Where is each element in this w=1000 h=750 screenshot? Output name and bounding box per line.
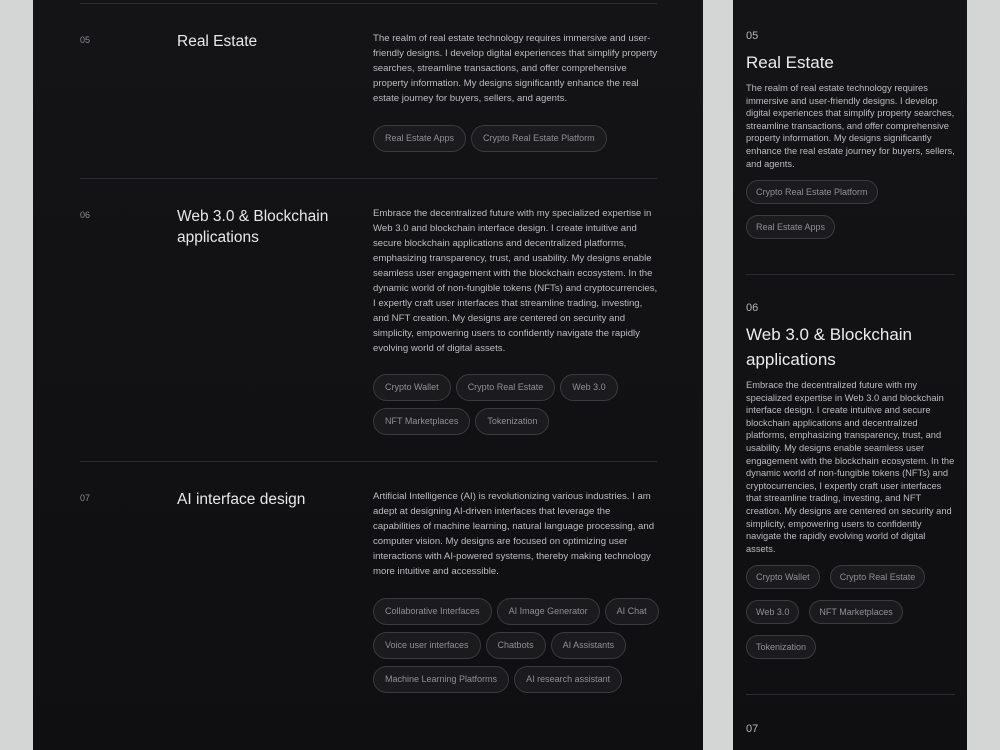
mobile-services-panel xyxy=(733,0,967,750)
section-divider xyxy=(746,274,955,275)
section-divider xyxy=(746,694,955,695)
section-number: 05 xyxy=(746,30,759,42)
tag-chip[interactable]: Crypto Wallet xyxy=(373,374,451,401)
tag-chip[interactable]: Crypto Real Estate xyxy=(456,374,556,401)
tag-list xyxy=(746,180,955,239)
section-description: The realm of real estate technology requires immersive and user-friendly designs. I develop digital experiences that simplify property searches, streamline transactions, and offer comprehensive property information. My designs significantly enhance the real estate journey for buyers, sellers, and agents. xyxy=(746,83,955,169)
tag-chip[interactable]: AI Image Generator xyxy=(497,598,600,625)
tag-chip[interactable]: Machine Learning Platforms xyxy=(373,666,509,693)
tag-chip[interactable]: AI research assistant xyxy=(514,666,622,693)
tag-chip[interactable]: Tokenization xyxy=(746,635,816,659)
tag-list xyxy=(373,374,663,435)
section-description: Embrace the decentralized future with my specialized expertise in Web 3.0 and blockchain interface design. I create intuitive and secure blockchain applications and decentralized platforms, emphasizing transparency, trust, and usability. My designs enable seamless user engagement with the blockchain ecosystem. In the dynamic world of non-fungible tokens (NFTs) and cryptocurrencies, I expertly craft user interfaces that streamline trading, investing, and NFT creation. My designs are centered on security and simplicity, empowering users to confidently navigate the rapidly evolving world of digital assets. xyxy=(373,208,658,354)
section-description: Artificial Intelligence (AI) is revolutionizing various industries. I am adept at designing AI-driven interfaces that leverage the capabilities of machine learning, natural language processing, and computer vision. My designs are focused on optimizing user interactions with AI-powered systems, thereby making technology more intuitive and accessible. xyxy=(373,491,655,577)
section-number: 05 xyxy=(80,35,91,45)
section-number: 06 xyxy=(80,210,91,220)
section-number: 06 xyxy=(746,302,759,314)
desktop-services-panel xyxy=(33,0,703,750)
tag-chip[interactable]: Web 3.0 xyxy=(746,600,799,624)
section-description: The realm of real estate technology requires immersive and user-friendly designs. I develop digital experiences that simplify property searches, streamline transactions, and offer comprehensive property information. My designs significantly enhance the real estate journey for buyers, sellers, and agents. xyxy=(373,33,658,104)
tag-chip[interactable]: NFT Marketplaces xyxy=(373,408,470,435)
tag-chip[interactable]: AI Assistants xyxy=(551,632,627,659)
service-section-ai-interface xyxy=(80,461,657,750)
service-section-real-estate xyxy=(746,30,955,239)
section-title: Web 3.0 & Blockchain applications xyxy=(746,325,912,369)
tag-chip[interactable]: NFT Marketplaces xyxy=(809,600,902,624)
tag-chip[interactable]: Collaborative Interfaces xyxy=(373,598,492,625)
tag-chip[interactable]: Tokenization xyxy=(475,408,549,435)
tag-chip[interactable]: Crypto Real Estate Platform xyxy=(471,125,607,152)
tag-chip[interactable]: Crypto Wallet xyxy=(746,565,820,589)
service-section-real-estate xyxy=(80,3,657,178)
tag-chip[interactable]: AI Chat xyxy=(605,598,659,625)
tag-chip[interactable]: Crypto Real Estate Platform xyxy=(746,180,878,204)
service-section-web3-blockchain xyxy=(746,302,955,659)
section-title: Real Estate xyxy=(746,53,834,72)
tag-chip[interactable]: Voice user interfaces xyxy=(373,632,481,659)
section-number: 07 xyxy=(80,493,91,503)
tag-list xyxy=(373,598,663,693)
tag-chip[interactable]: Web 3.0 xyxy=(560,374,617,401)
tag-list xyxy=(746,565,955,659)
service-section-web3-blockchain xyxy=(80,178,657,461)
section-description: Embrace the decentralized future with my specialized expertise in Web 3.0 and blockchain interface design. I create intuitive and secure blockchain applications and decentralized platforms, emphasizing transparency, trust, and usability. My designs enable seamless user engagement with the blockchain ecosystem. In the dynamic world of non-fungible tokens (NFTs) and cryptocurrencies, I expertly craft user interfaces that streamline trading, investing, and NFT creation. My designs are centered on security and simplicity, empowering users to confidently navigate the rapidly evolving world of digital assets. xyxy=(746,380,955,554)
tag-chip[interactable]: Crypto Real Estate xyxy=(830,565,926,589)
section-title: Web 3.0 & Blockchain applications xyxy=(177,208,329,246)
tag-list xyxy=(373,125,663,152)
section-title: AI interface design xyxy=(177,491,306,508)
tag-chip[interactable]: Chatbots xyxy=(486,632,546,659)
section-number: 07 xyxy=(746,723,759,735)
tag-chip[interactable]: Real Estate Apps xyxy=(746,215,835,239)
service-section-ai-interface xyxy=(746,723,955,735)
tag-chip[interactable]: Real Estate Apps xyxy=(373,125,466,152)
section-title: Real Estate xyxy=(177,33,258,50)
